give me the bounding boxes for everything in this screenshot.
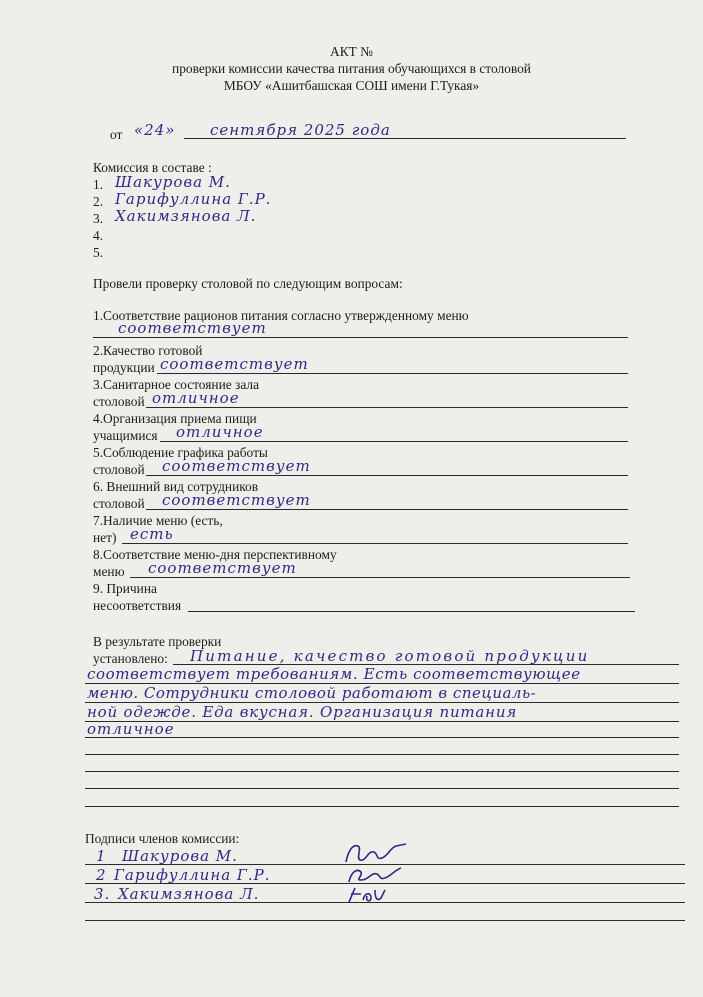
result-label-cont: установлено: [93,651,168,666]
result-line [85,754,679,755]
answer-line [188,611,635,612]
answer-line [160,441,628,442]
question-4-cont: учащимися [93,428,158,443]
question-2-cont: продукции [93,360,155,375]
answer-line [146,407,628,408]
answer-line [93,337,628,338]
signature-num: 1 [96,847,107,865]
question-9: 9. Причина [93,581,157,596]
signature-name: Шакурова М. [122,847,238,865]
signature-num: 3. [94,885,111,903]
result-text: Питание, качество готовой продукции [190,647,590,665]
answer-line [130,577,630,578]
result-text: ной одежде. Еда вкусная. Организация питания [87,703,518,721]
commission-member: Хакимзянова Л. [115,207,257,225]
commission-num: 1. [93,177,104,192]
handwritten-signature-3 [345,884,395,906]
signature-num: 2 [96,866,107,884]
answer-7: есть [130,525,174,543]
answer-1: соответствует [118,319,267,337]
answer-line [157,373,628,374]
result-line [85,806,679,807]
question-2: 2.Качество готовой [93,343,203,358]
commission-num: 4. [93,228,104,243]
question-6-cont: столовой [93,496,145,511]
signature-name: Хакимзянова Л. [118,885,260,903]
date-day: «24» [134,121,176,139]
result-text: отличное [87,720,175,738]
answer-6: соответствует [162,491,311,509]
question-6: 6. Внешний вид сотрудников [93,479,259,494]
date-month-year: сентября 2025 года [210,121,391,139]
commission-label: Комиссия в составе : [93,160,212,175]
question-7: 7.Наличие меню (есть, [93,513,223,528]
commission-num: 5. [93,245,104,260]
question-5: 5.Соблюдение графика работы [93,445,268,460]
question-8-cont: меню [93,564,125,579]
question-1: 1.Соответствие рационов питания согласно утвержденному меню [93,308,469,323]
result-text: меню. Сотрудники столовой работают в специаль- [87,684,537,702]
result-text: соответствует требованиям. Есть соответствующее [87,665,581,683]
questions-intro: Провели проверку столовой по следующим вопросам: [93,276,403,291]
result-label: В результате проверки [93,634,222,649]
question-4: 4.Организация приема пищи [93,411,257,426]
signature-line [85,920,685,921]
question-3: 3.Санитарное состояние зала [93,377,260,392]
answer-line [122,543,628,544]
commission-member: Шакурова М. [115,173,231,191]
question-5-cont: столовой [93,462,145,477]
signature-name: Гарифуллина Г.Р. [114,866,271,884]
answer-5: соответствует [162,457,311,475]
document-subtitle: проверки комиссии качества питания обучающихся в столовой [172,61,531,76]
result-line [85,771,679,772]
answer-4: отличное [176,423,264,441]
answer-2: соответствует [160,355,309,373]
answer-8: соответствует [148,559,297,577]
signatures-label: Подписи членов комиссии: [85,831,240,846]
school-name: МБОУ «Ашитбашская СОШ имени Г.Тукая» [223,78,480,93]
answer-line [146,475,628,476]
question-8: 8.Соответствие меню-дня перспективному [93,547,337,562]
commission-member: Гарифуллина Г.Р. [115,190,272,208]
date-prefix: от [110,127,123,142]
commission-num: 3. [93,211,104,226]
answer-3: отличное [152,389,240,407]
commission-num: 2. [93,194,104,209]
question-3-cont: столовой [93,394,145,409]
handwritten-signature-2 [345,864,405,886]
answer-line [146,509,628,510]
question-7-cont: нет) [93,530,117,545]
question-9-cont: несоответствия [93,598,182,613]
result-line [85,788,679,789]
document-title: АКТ № [330,44,373,59]
